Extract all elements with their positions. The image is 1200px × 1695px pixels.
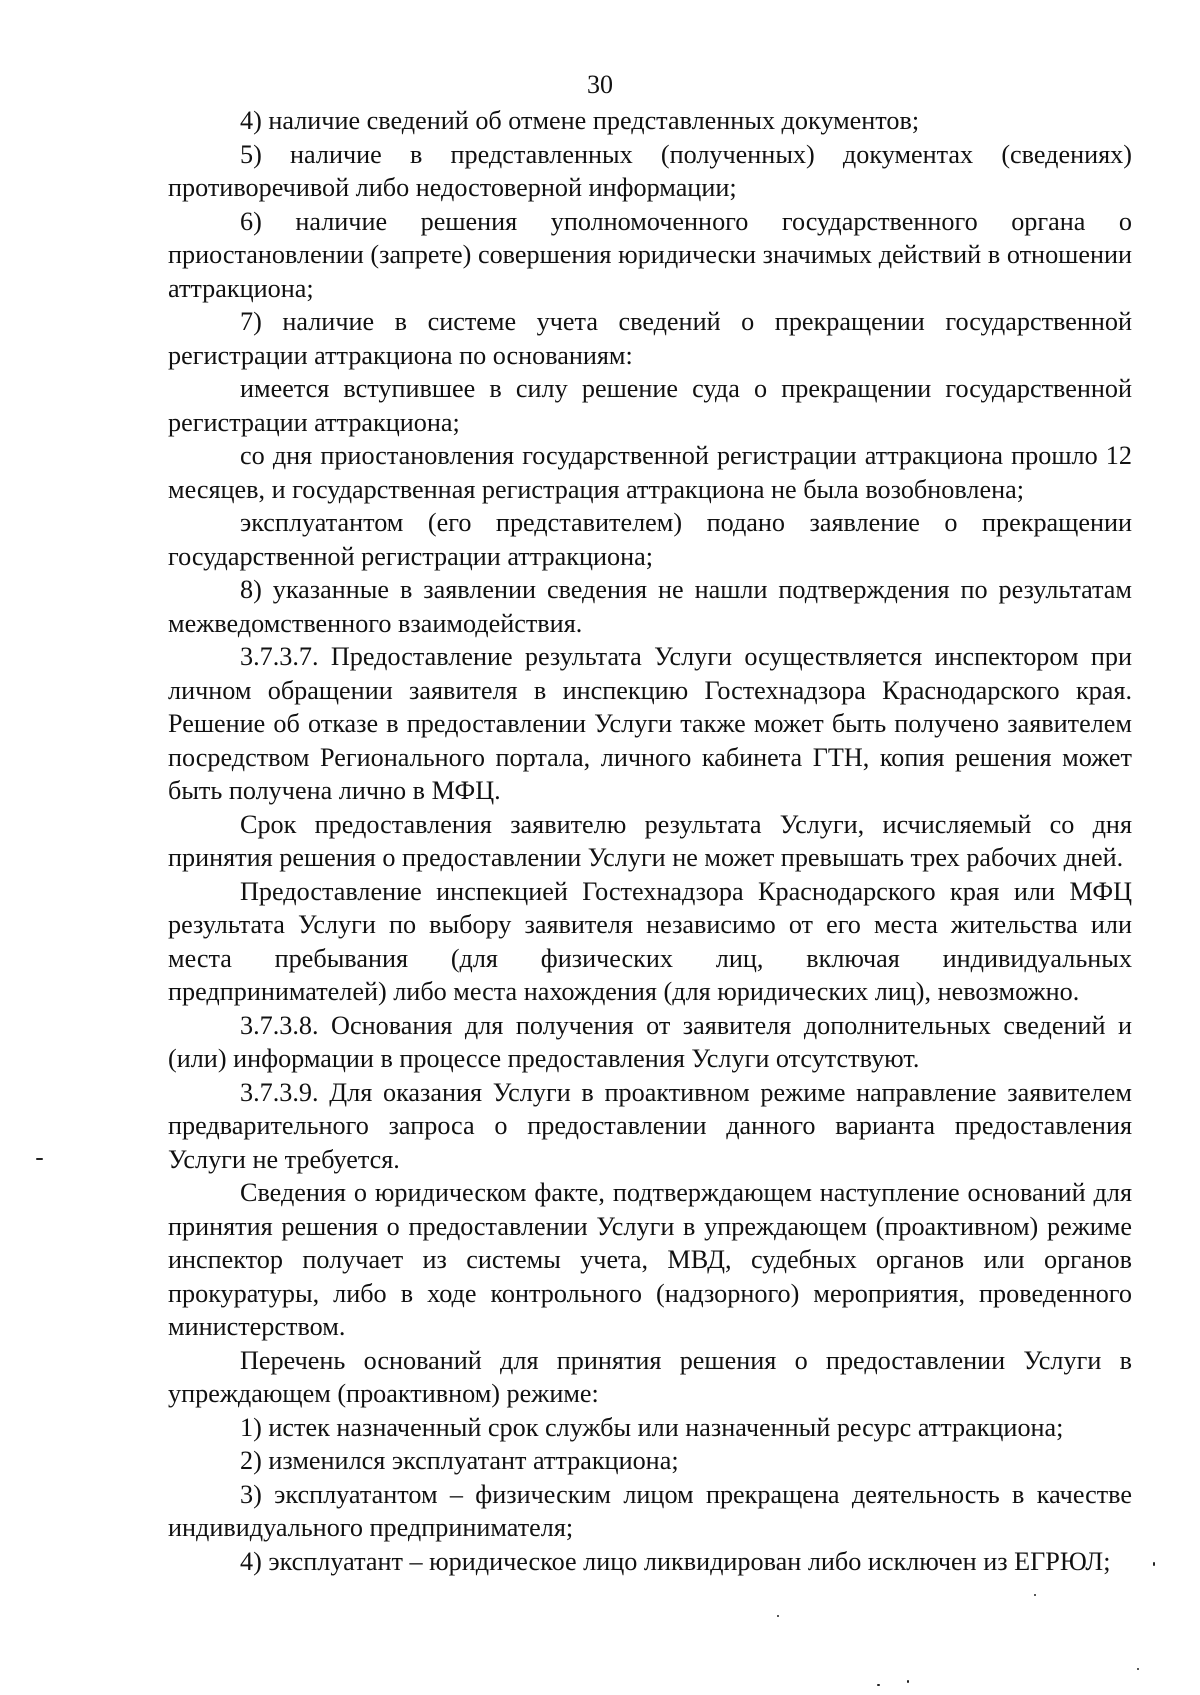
scan-speck [1153, 1562, 1155, 1566]
paragraph: 1) истек назначенный срок службы или назначенный ресурс аттракциона; [240, 1412, 1064, 1442]
paragraph: со дня приостановления государственной регистрации аттракциона прошло 12 месяцев, и государственная регистрация аттракциона не была возобновлена; [168, 441, 1132, 504]
scan-speck [36, 1158, 43, 1160]
paragraph: Предоставление инспекцией Гостехнадзора Краснодарского края или МФЦ результата Услуги по выбору заявителя независимо от его места жительства или места пребывания (для физических лиц, включая индивидуальных предпринимателей) либо места нахождения (для юридических лиц), невозможно. [168, 876, 1132, 1006]
scan-speck [877, 1684, 880, 1686]
paragraph: 7) наличие в системе учета сведений о прекращении государственной регистрации аттракциона по основаниям: [168, 307, 1132, 370]
paragraph: Перечень оснований для принятия решения о предоставлении Услуги в упреждающем (проактивном) режиме: [168, 1345, 1132, 1408]
paragraph: 5) наличие в представленных (полученных) документах (сведениях) противоречивой либо недостоверной информации; [168, 139, 1132, 202]
paragraph: 3.7.3.9. Для оказания Услуги в проактивном режиме направление заявителем предварительного запроса о предоставлении данного варианта предоставления Услуги не требуется. [168, 1077, 1132, 1174]
paragraph: 3) эксплуатантом – физическим лицом прекращена деятельность в качестве индивидуального предпринимателя; [168, 1479, 1132, 1542]
scan-speck [777, 1615, 779, 1617]
paragraph: имеется вступившее в силу решение суда о прекращении государственной регистрации аттракциона; [168, 374, 1132, 437]
paragraph: 2) изменился эксплуатант аттракциона; [240, 1446, 679, 1475]
paragraph: 3.7.3.8. Основания для получения от заявителя дополнительных сведений и (или) информации в процессе предоставления Услуги отсутствуют. [168, 1010, 1132, 1073]
page-number: 30 [587, 70, 613, 99]
document-body [168, 104, 1132, 1578]
paragraph: 4) эксплуатант – юридическое лицо ликвидирован либо исключен из ЕГРЮЛ; [240, 1546, 1111, 1576]
paragraph: Срок предоставления заявителю результата Услуги, исчисляемый со дня принятия решения о предоставлении Услуги не может превышать трех рабочих дней. [168, 809, 1132, 872]
scan-speck [1034, 1594, 1036, 1596]
paragraph: 3.7.3.7. Предоставление результата Услуги осуществляется инспектором при личном обращении заявителя в инспекцию Гостехнадзора Краснодарского края. Решение об отказе в предоставлении Услуги также может быть получено заявителем посредством Регионального портала, личного кабинета ГТН, копия решения может быть получена лично в МФЦ. [168, 642, 1132, 805]
scan-speck [907, 1680, 909, 1683]
paragraph: 8) указанные в заявлении сведения не нашли подтверждения по результатам межведомственного взаимодействия. [168, 575, 1132, 638]
paragraph: Сведения о юридическом факте, подтверждающем наступление оснований для принятия решения о предоставлении Услуги в упреждающем (проактивном) режиме инспектор получает из системы учета, МВД, судебных органов или органов прокуратуры, либо в ходе контрольного (надзорного) мероприятия, проведенного министерством. [168, 1178, 1132, 1341]
scan-speck [1137, 1668, 1139, 1670]
paragraph: 6) наличие решения уполномоченного государственного органа о приостановлении (запрете) совершения юридически значимых действий в отношении аттракциона; [168, 206, 1132, 303]
paragraph: 4) наличие сведений об отмене представленных документов; [240, 106, 920, 135]
paragraph: эксплуатантом (его представителем) подано заявление о прекращении государственной регистрации аттракциона; [168, 508, 1132, 571]
